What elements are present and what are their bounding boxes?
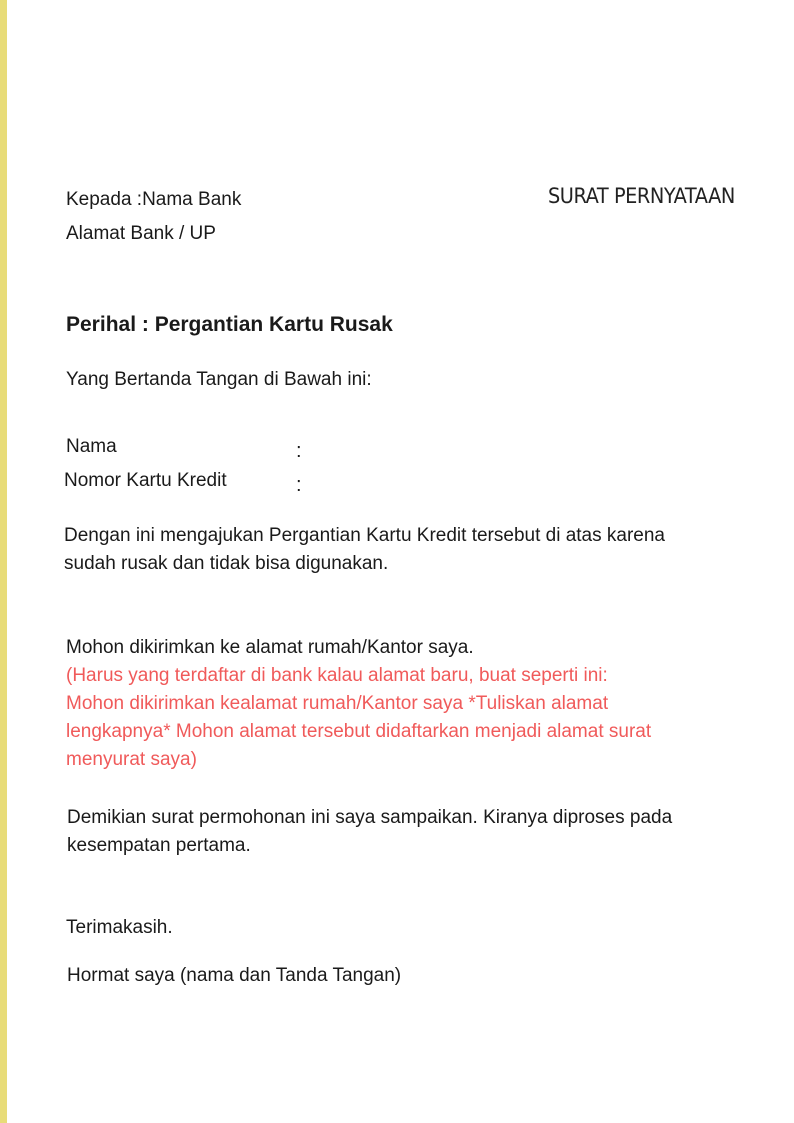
field-label-nomor-kartu: Nomor Kartu Kredit — [64, 470, 227, 491]
thanks-text: Terimakasih. — [66, 917, 173, 938]
closing-line-1: Demikian surat permohonan ini saya sampaikan. Kiranya diproses pada — [67, 807, 673, 828]
intro-text: Yang Bertanda Tangan di Bawah ini: — [66, 369, 372, 390]
recipient-line-1: Kepada :Nama Bank — [66, 189, 242, 210]
accent-bar — [0, 0, 7, 1123]
note-line-1: (Harus yang terdaftar di bank kalau alamat baru, buat seperti ini: — [66, 665, 608, 686]
field-separator-nama: : — [296, 440, 302, 462]
signature-line: Hormat saya (nama dan Tanda Tangan) — [67, 965, 402, 986]
request-line-1: Dengan ini mengajukan Pergantian Kartu Kredit tersebut di atas karena — [64, 525, 665, 546]
request-line-2: sudah rusak dan tidak bisa digunakan. — [64, 553, 389, 574]
field-label-nama: Nama — [66, 436, 117, 457]
note-line-4: menyurat saya) — [66, 749, 197, 770]
closing-line-2: kesempatan pertama. — [67, 835, 251, 856]
note-line-2: Mohon dikirimkan kealamat rumah/Kantor saya *Tuliskan alamat — [66, 693, 609, 714]
subject-heading: Perihal : Pergantian Kartu Rusak — [66, 313, 393, 336]
field-separator-nomor-kartu: : — [296, 474, 302, 496]
recipient-line-2: Alamat Bank / UP — [66, 223, 216, 244]
document-title: SURAT PERNYATAAN — [548, 184, 735, 208]
note-line-3: lengkapnya* Mohon alamat tersebut didaftarkan menjadi alamat surat — [66, 721, 652, 742]
delivery-text: Mohon dikirimkan ke alamat rumah/Kantor saya. — [66, 637, 474, 658]
